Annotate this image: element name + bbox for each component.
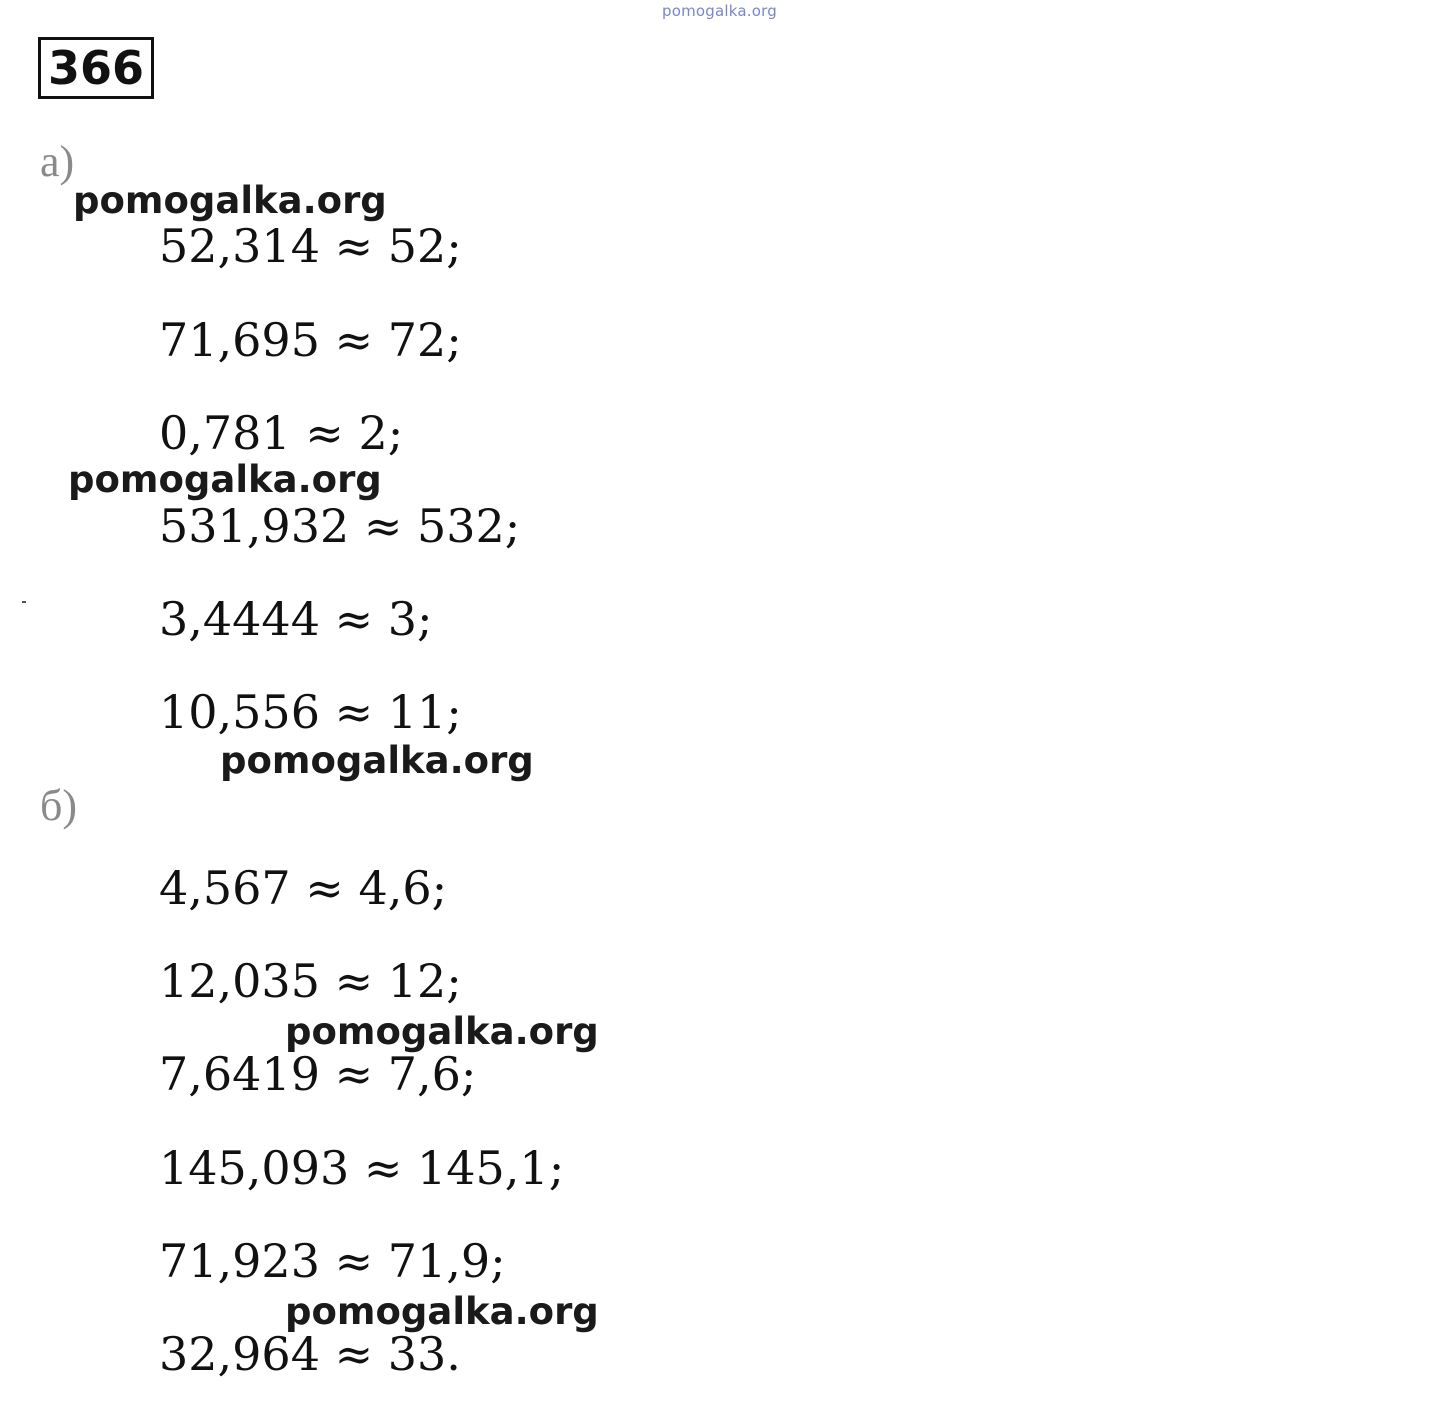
watermark-5: pomogalka.org xyxy=(285,1290,599,1333)
part-b-line-6: 32,964 ≈ 33. xyxy=(159,1327,461,1381)
part-b-line-2: 12,035 ≈ 12; xyxy=(159,954,462,1008)
problem-number-box xyxy=(38,37,154,99)
part-a-label: а) xyxy=(40,137,75,186)
watermark-2: pomogalka.org xyxy=(68,458,382,501)
part-a-line-3: 0,781 ≈ 2; xyxy=(159,406,404,460)
part-b-line-5: 71,923 ≈ 71,9; xyxy=(159,1234,506,1288)
part-a-line-1: 52,314 ≈ 52; xyxy=(159,219,462,273)
part-a-line-6: 10,556 ≈ 11; xyxy=(159,685,462,739)
top-site-watermark: pomogalka.org xyxy=(662,2,777,20)
part-a-line-5: 3,4444 ≈ 3; xyxy=(159,592,433,646)
watermark-3: pomogalka.org xyxy=(220,739,534,782)
part-a-line-4: 531,932 ≈ 532; xyxy=(159,499,521,553)
scan-mark xyxy=(22,601,26,603)
part-b-line-1: 4,567 ≈ 4,6; xyxy=(159,861,448,915)
part-b-label: б) xyxy=(40,781,78,830)
part-b-line-4: 145,093 ≈ 145,1; xyxy=(159,1141,565,1195)
watermark-4: pomogalka.org xyxy=(285,1010,599,1053)
part-a-line-2: 71,695 ≈ 72; xyxy=(159,313,462,367)
watermark-1: pomogalka.org xyxy=(73,179,387,222)
part-b-line-3: 7,6419 ≈ 7,6; xyxy=(159,1047,477,1101)
problem-number: 366 xyxy=(47,41,145,95)
